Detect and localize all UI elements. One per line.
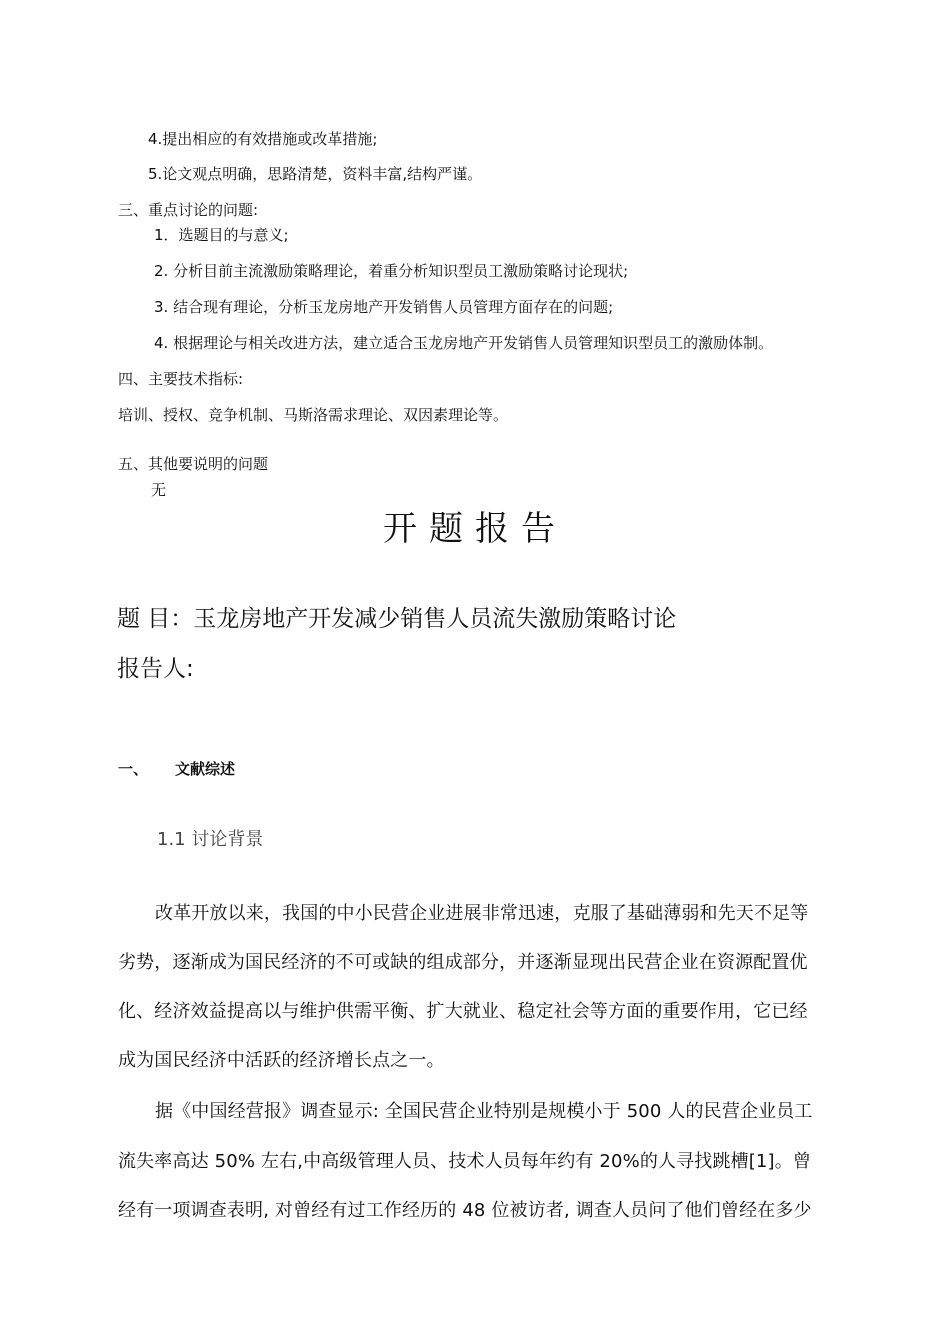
body-line-1: 改革开放以来，我国的中小民营企业进展非常迅速，克服了基础薄弱和先天不足等: [155, 903, 809, 924]
section-3-item-4: 4. 根据理论与相关改进方法，建立适合玉龙房地产开发销售人员管理知识型员工的激励体制。: [154, 334, 774, 352]
body-line-2: 劣势，逐渐成为国民经济的不可或缺的组成部分，并逐渐显现出民营企业在资源配置优: [118, 952, 808, 973]
section-3-item-1: 1．选题目的与意义;: [154, 226, 289, 244]
body-line-7: 经有一项调查表明, 对曾经有过工作经历的 48 位被访者, 调查人员问了他们曾经在多少: [118, 1200, 812, 1221]
body-line-3: 化、经济效益提高以与维护供需平衡、扩大就业、稳定社会等方面的重要作用，它已经: [118, 1001, 808, 1022]
body-line-6: 流失率高达 50% 左右,中高级管理人员、技术人员每年约有 20%的人寻找跳槽[1]。曾: [118, 1151, 811, 1172]
body-line-4: 成为国民经济中活跃的经济增长点之一。: [118, 1050, 445, 1071]
subheading-background: 1.1 讨论背景: [157, 829, 264, 850]
report-reporter: 报告人:: [117, 656, 194, 682]
section-3-item-2: 2. 分析目前主流激励策略理论，着重分析知识型员工激励策略讨论现状;: [154, 262, 629, 280]
section-4-content: 培训、授权、竞争机制、马斯洛需求理论、双因素理论等。: [118, 406, 509, 424]
report-topic: 题 目：玉龙房地产开发减少销售人员流失激励策略讨论: [117, 606, 677, 632]
report-title: 开题报告: [383, 509, 567, 549]
section-5-heading: 五、其他要说明的问题: [118, 455, 269, 473]
literature-heading: 文献综述: [175, 760, 236, 778]
literature-heading-number: 一、: [118, 760, 149, 778]
requirement-item-5: 5.论文观点明确，思路清楚，资料丰富,结构严谨。: [148, 165, 483, 183]
section-4-heading: 四、主要技术指标:: [118, 370, 244, 388]
section-3-heading: 三、重点讨论的问题:: [118, 201, 259, 219]
requirement-item-4: 4.提出相应的有效措施或改革措施;: [148, 130, 378, 148]
body-line-5: 据《中国经营报》调查显示: 全国民营企业特别是规模小于 500 人的民营企业员工: [155, 1101, 813, 1122]
section-5-content: 无: [151, 481, 167, 499]
section-3-item-3: 3. 结合现有理论，分析玉龙房地产开发销售人员管理方面存在的问题;: [154, 298, 614, 316]
